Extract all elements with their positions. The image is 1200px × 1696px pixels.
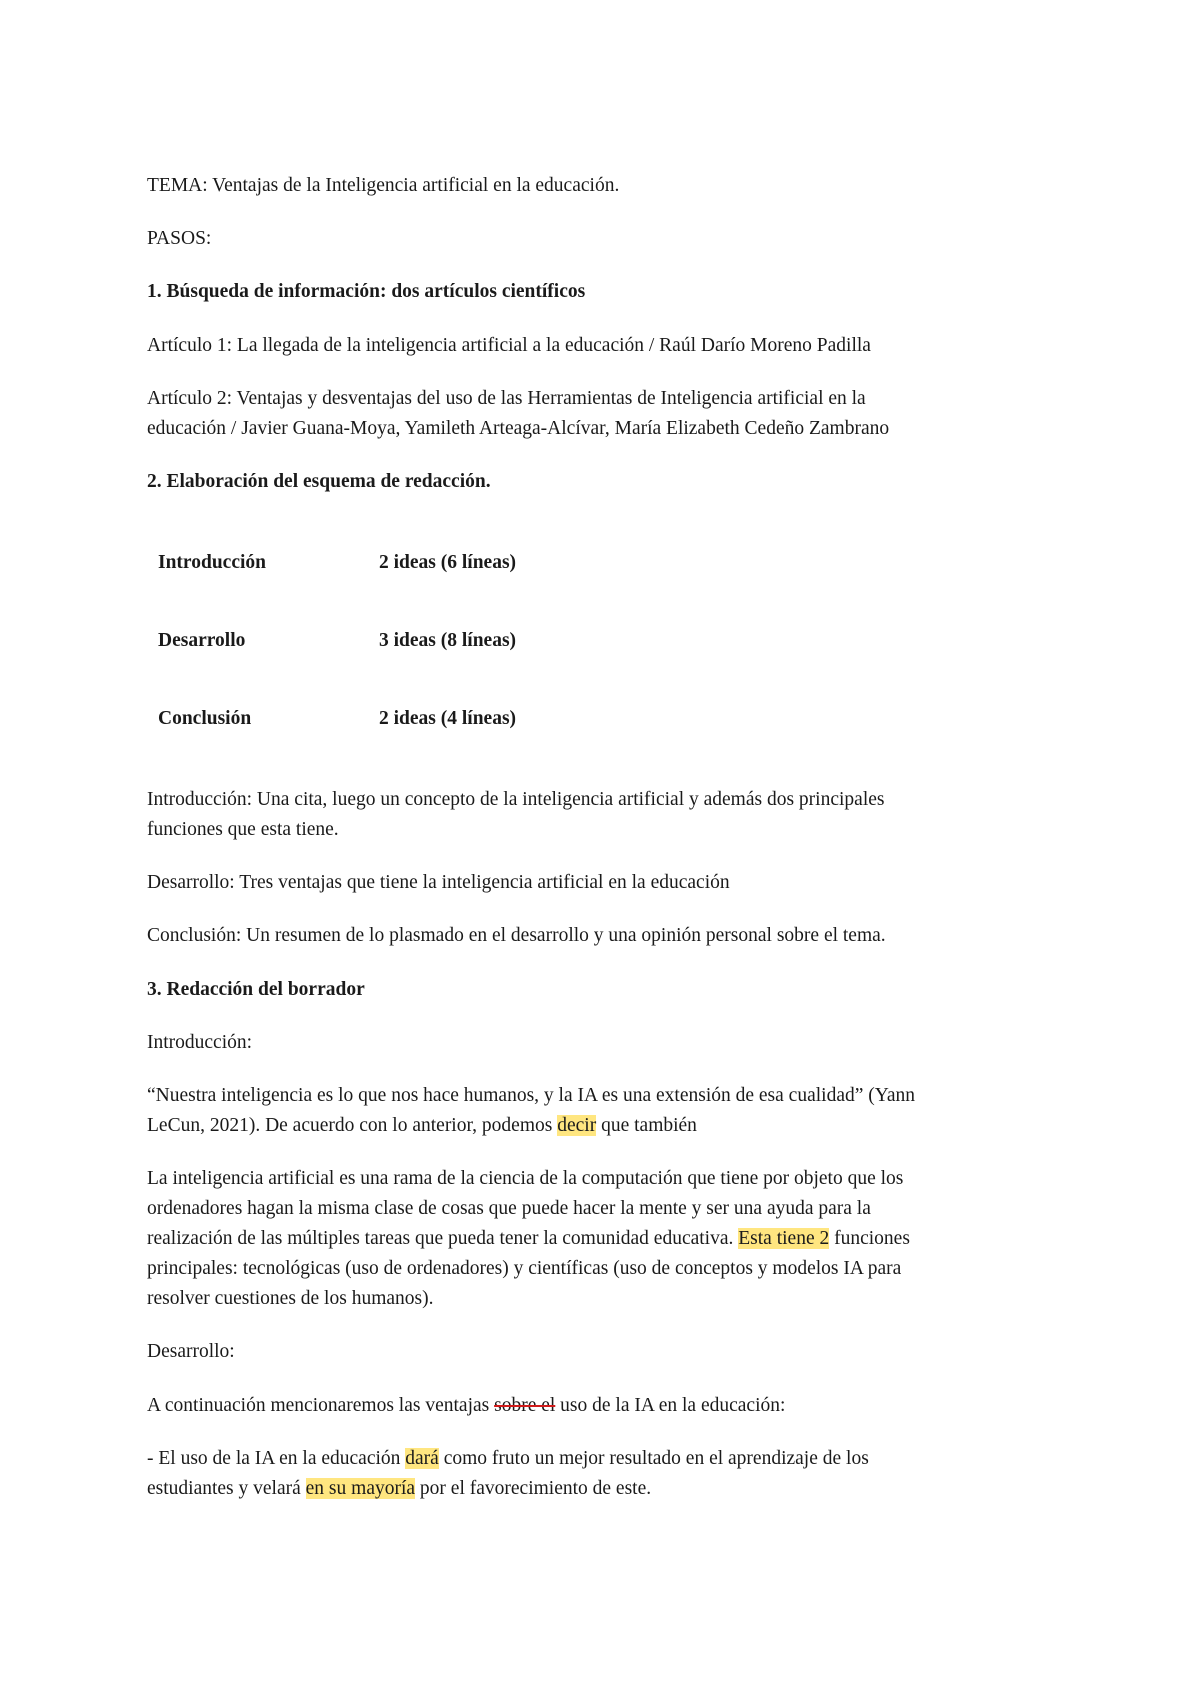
text-run: estudiantes y velará — [147, 1478, 306, 1499]
table-cell-section: Conclusión — [158, 708, 252, 729]
paragraph-line-1: La inteligencia artificial es una rama de la ciencia de la computación que tiene por objeto que los — [147, 1168, 904, 1189]
conclusion-plan: Conclusión: Un resumen de lo plasmado en el desarrollo y una opinión personal sobre el tema. — [147, 925, 886, 946]
draft-intro-label: Introducción: — [147, 1032, 253, 1053]
text-run: como fruto un mejor resultado en el aprendizaje de los — [438, 1448, 869, 1469]
quote-line-1: “Nuestra inteligencia es lo que nos hace humanos, y la IA es una extensión de esa cualidad” (Yann — [147, 1085, 916, 1106]
text-run: uso de la IA en la educación: — [555, 1395, 786, 1416]
bullet-line-2 — [147, 1474, 651, 1504]
paragraph-line-5: resolver cuestiones de los humanos). — [147, 1288, 434, 1309]
development-plan: Desarrollo: Tres ventajas que tiene la inteligencia artificial en la educación — [147, 872, 730, 893]
article-2-line-1: Artículo 2: Ventajas y desventajas del uso de las Herramientas de Inteligencia artificial en la — [147, 388, 866, 409]
quote-line-2 — [147, 1111, 697, 1141]
table-cell-section: Desarrollo — [158, 630, 246, 651]
article-2-line-2: educación / Javier Guana-Moya, Yamileth Arteaga-Alcívar, María Elizabeth Cedeño Zambrano — [147, 418, 890, 439]
step1-heading: 1. Búsqueda de información: dos artículos científicos — [147, 281, 586, 302]
text-run: por el favorecimiento de este. — [415, 1478, 652, 1499]
step2-heading: 2. Elaboración del esquema de redacción. — [147, 471, 491, 492]
draft-development-label: Desarrollo: — [147, 1341, 235, 1362]
text-run: - El uso de la IA en la educación — [147, 1448, 406, 1469]
bullet-line-1 — [147, 1444, 869, 1474]
step3-heading: 3. Redacción del borrador — [147, 979, 365, 1000]
intro-plan-line-2: funciones que esta tiene. — [147, 819, 339, 840]
highlighted-text: decir — [557, 1115, 597, 1136]
table-cell-ideas: 2 ideas (4 líneas) — [379, 708, 517, 729]
article-1: Artículo 1: La llegada de la inteligencia artificial a la educación / Raúl Darío Moreno Padilla — [147, 335, 871, 356]
table-cell-ideas: 2 ideas (6 líneas) — [379, 552, 517, 573]
topic-line: TEMA: Ventajas de la Inteligencia artificial en la educación. — [147, 175, 620, 196]
intro-plan-line-1: Introducción: Una cita, luego un concepto de la inteligencia artificial y además dos principales — [147, 789, 885, 810]
steps-label: PASOS: — [147, 228, 212, 249]
text-run: A continuación mencionaremos las ventajas — [147, 1395, 495, 1416]
text-run: realización de las múltiples tareas que pueda tener la comunidad educativa. — [147, 1228, 739, 1249]
text-run: que también — [596, 1115, 697, 1136]
table-cell-ideas: 3 ideas (8 líneas) — [379, 630, 517, 651]
struck-text: sobre el — [494, 1395, 556, 1416]
development-intro — [147, 1391, 785, 1421]
text-run: LeCun, 2021). De acuerdo con lo anterior, podemos — [147, 1115, 558, 1136]
paragraph-line-2: ordenadores hagan la misma clase de cosas que puede hacer la mente y ser una ayuda para la — [147, 1198, 871, 1219]
paragraph-line-4: principales: tecnológicas (uso de ordenadores) y científicas (uso de conceptos y modelos IA para — [147, 1258, 902, 1279]
highlighted-text: en su mayoría — [305, 1478, 416, 1499]
highlighted-text: dará — [405, 1448, 439, 1469]
text-run: funciones — [829, 1228, 910, 1249]
table-cell-section: Introducción — [158, 552, 266, 573]
paragraph-line-3 — [147, 1224, 910, 1254]
highlighted-text: Esta tiene 2 — [738, 1228, 830, 1249]
